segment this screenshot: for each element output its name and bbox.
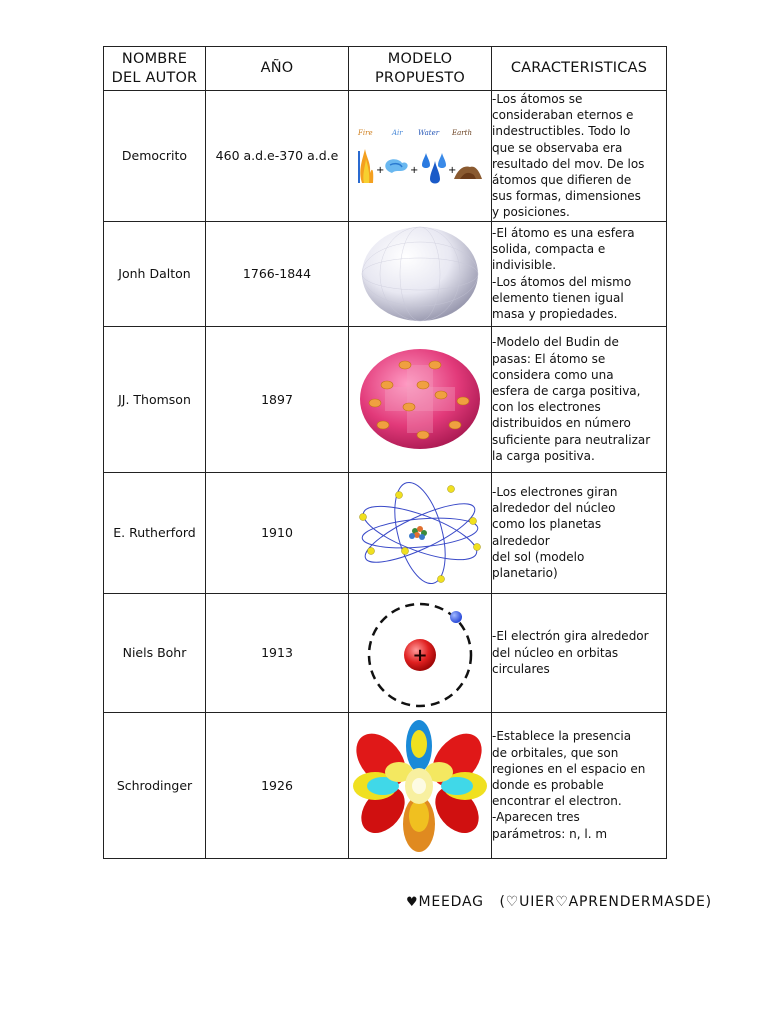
atomic-models-table	[103, 46, 667, 859]
svg-text:+: +	[448, 164, 457, 176]
plum-pudding-icon	[357, 345, 483, 453]
characteristics-text: -El electrón gira alrededor del núcleo en orbitas circulares	[492, 593, 667, 712]
model-cell	[349, 326, 492, 472]
table-row	[104, 91, 667, 222]
header-author: NOMBRE DEL AUTOR	[104, 47, 206, 91]
header-characteristics: CARACTERISTICAS	[492, 47, 667, 91]
model-cell	[349, 472, 492, 593]
model-cell	[349, 91, 492, 222]
author-year: 1910	[206, 472, 349, 593]
four-elements-icon	[356, 121, 484, 191]
heart-icon: ♥	[406, 895, 419, 910]
header-year: AÑO	[206, 47, 349, 91]
table-row	[104, 472, 667, 593]
author-year: 1766-1844	[206, 221, 349, 326]
table-row	[104, 712, 667, 858]
characteristics-text: -Los átomos se consideraban eternos e indestructibles. Todo lo que se observaba era resultado del mov. De los átomos que difieren de sus formas, dimensiones y posiciones.	[492, 91, 667, 222]
element-label-air: Air	[392, 128, 403, 137]
characteristics-text: -Establece la presencia de orbitales, que son regiones en el espacio en donde es probable encontrar el electron. -Aparecen tres parámetros: n, l. m	[492, 712, 667, 858]
characteristics-text: -Modelo del Budin de pasas: El átomo se considera como una esfera de carga positiva, con los electrones distribuidos en número suficiente para neutralizar la carga positiva.	[492, 326, 667, 472]
orbital-cloud-icon	[353, 716, 487, 854]
table-row	[104, 593, 667, 712]
author-name: Jonh Dalton	[104, 221, 206, 326]
model-cell	[349, 712, 492, 858]
svg-text:+: +	[410, 164, 419, 176]
nucleus-charge-symbol: +	[412, 644, 428, 666]
author-name: E. Rutherford	[104, 472, 206, 593]
element-label-water: Water	[418, 128, 440, 137]
author-name: Schrodinger	[104, 712, 206, 858]
signature-author: MEEDAG	[418, 894, 484, 910]
element-label-earth: Earth	[452, 128, 472, 137]
bohr-electron	[450, 611, 462, 623]
author-name: JJ. Thomson	[104, 326, 206, 472]
author-name: Democrito	[104, 91, 206, 222]
table-row	[104, 221, 667, 326]
author-year: 1913	[206, 593, 349, 712]
author-signature	[406, 894, 712, 910]
model-cell	[349, 221, 492, 326]
signature-handle: (♡UIER♡APRENDERMASDE)	[499, 894, 712, 910]
model-cell	[349, 593, 492, 712]
author-year: 1897	[206, 326, 349, 472]
table-row	[104, 326, 667, 472]
author-year: 460 a.d.e-370 a.d.e	[206, 91, 349, 222]
characteristics-text: -Los electrones giran alrededor del núcleo como los planetas alrededor del sol (modelo planetario)	[492, 472, 667, 593]
planetary-atom-icon	[355, 477, 485, 589]
solid-sphere-icon	[357, 225, 483, 323]
bohr-orbit-icon	[360, 597, 480, 709]
svg-text:+: +	[376, 164, 385, 176]
author-year: 1926	[206, 712, 349, 858]
characteristics-text: -El átomo es una esfera solida, compacta e indivisible. -Los átomos del mismo elemento tienen igual masa y propiedades.	[492, 221, 667, 326]
author-name: Niels Bohr	[104, 593, 206, 712]
header-model: MODELO PROPUESTO	[349, 47, 492, 91]
element-label-fire: Fire	[358, 128, 373, 137]
table-header-row	[104, 47, 667, 91]
